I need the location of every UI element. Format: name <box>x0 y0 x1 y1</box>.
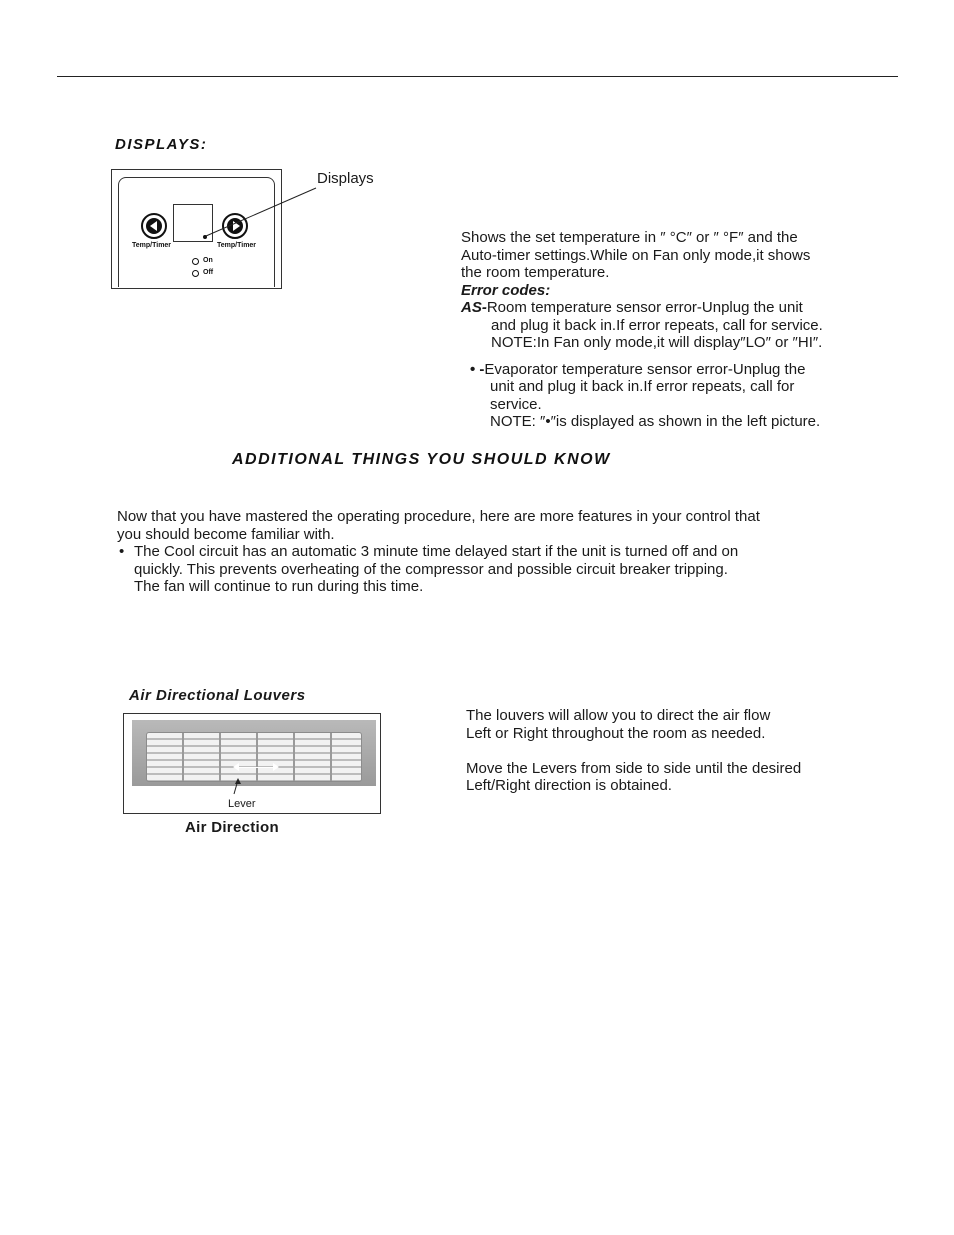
additional-bullet-text: The Cool circuit has an automatic 3 minute time delayed start if the unit is turned off and on quickly. This prevents overheating of the compressor and possible circuit breaker tripping. The fan will continue to run during this time. <box>134 543 739 595</box>
as-error-line: AS-Room temperature sensor error-Unplug the unit <box>461 299 803 316</box>
additional-intro: Now that you have mastered the operating procedure, here are more features in your control that you should become familiar with. <box>117 508 760 543</box>
additional-bullet-icon: • <box>119 543 125 560</box>
louvers-description: The louvers will allow you to direct the air flow Left or Right throughout the room as needed. Move the Levers from side to side until the desired Left/Right direction is obtained. <box>466 707 802 794</box>
on-label: On <box>203 257 213 264</box>
displays-description: Shows the set temperature in ″ °C″ or ″ °F″ and the Auto-timer settings.While on Fan only mode,it shows the room temperature. Error codes: AS-Room temperature sensor error-Unplug the unit and plug it back in.If error repeats, call for service. NOTE:In Fan only mode,it will display″LO″ or ″HI″. • -Evaporator temperature sensor error-Unplug the unit and plug it back in.If error repeats, call for service. NOTE: ″•″is displayed as shown in the left picture. <box>461 229 823 430</box>
air-direction-caption: Air Direction <box>185 819 279 836</box>
louver-photo-figure <box>123 713 381 814</box>
error-codes-heading: Error codes: <box>461 281 551 299</box>
additional-heading: ADDITIONAL THINGS YOU SHOULD KNOW <box>232 451 611 468</box>
off-label: Off <box>203 269 214 276</box>
right-button-label: Temp/Timer <box>217 242 257 249</box>
left-button-label: Temp/Timer <box>132 242 172 249</box>
displays-callout-label: Displays <box>317 170 374 187</box>
lever-label: Lever <box>228 798 256 810</box>
dot-error-line: • -Evaporator temperature sensor error-Unplug the <box>470 360 806 378</box>
displays-heading: DISPLAYS: <box>115 136 208 153</box>
louvers-heading: Air Directional Louvers <box>129 687 306 704</box>
